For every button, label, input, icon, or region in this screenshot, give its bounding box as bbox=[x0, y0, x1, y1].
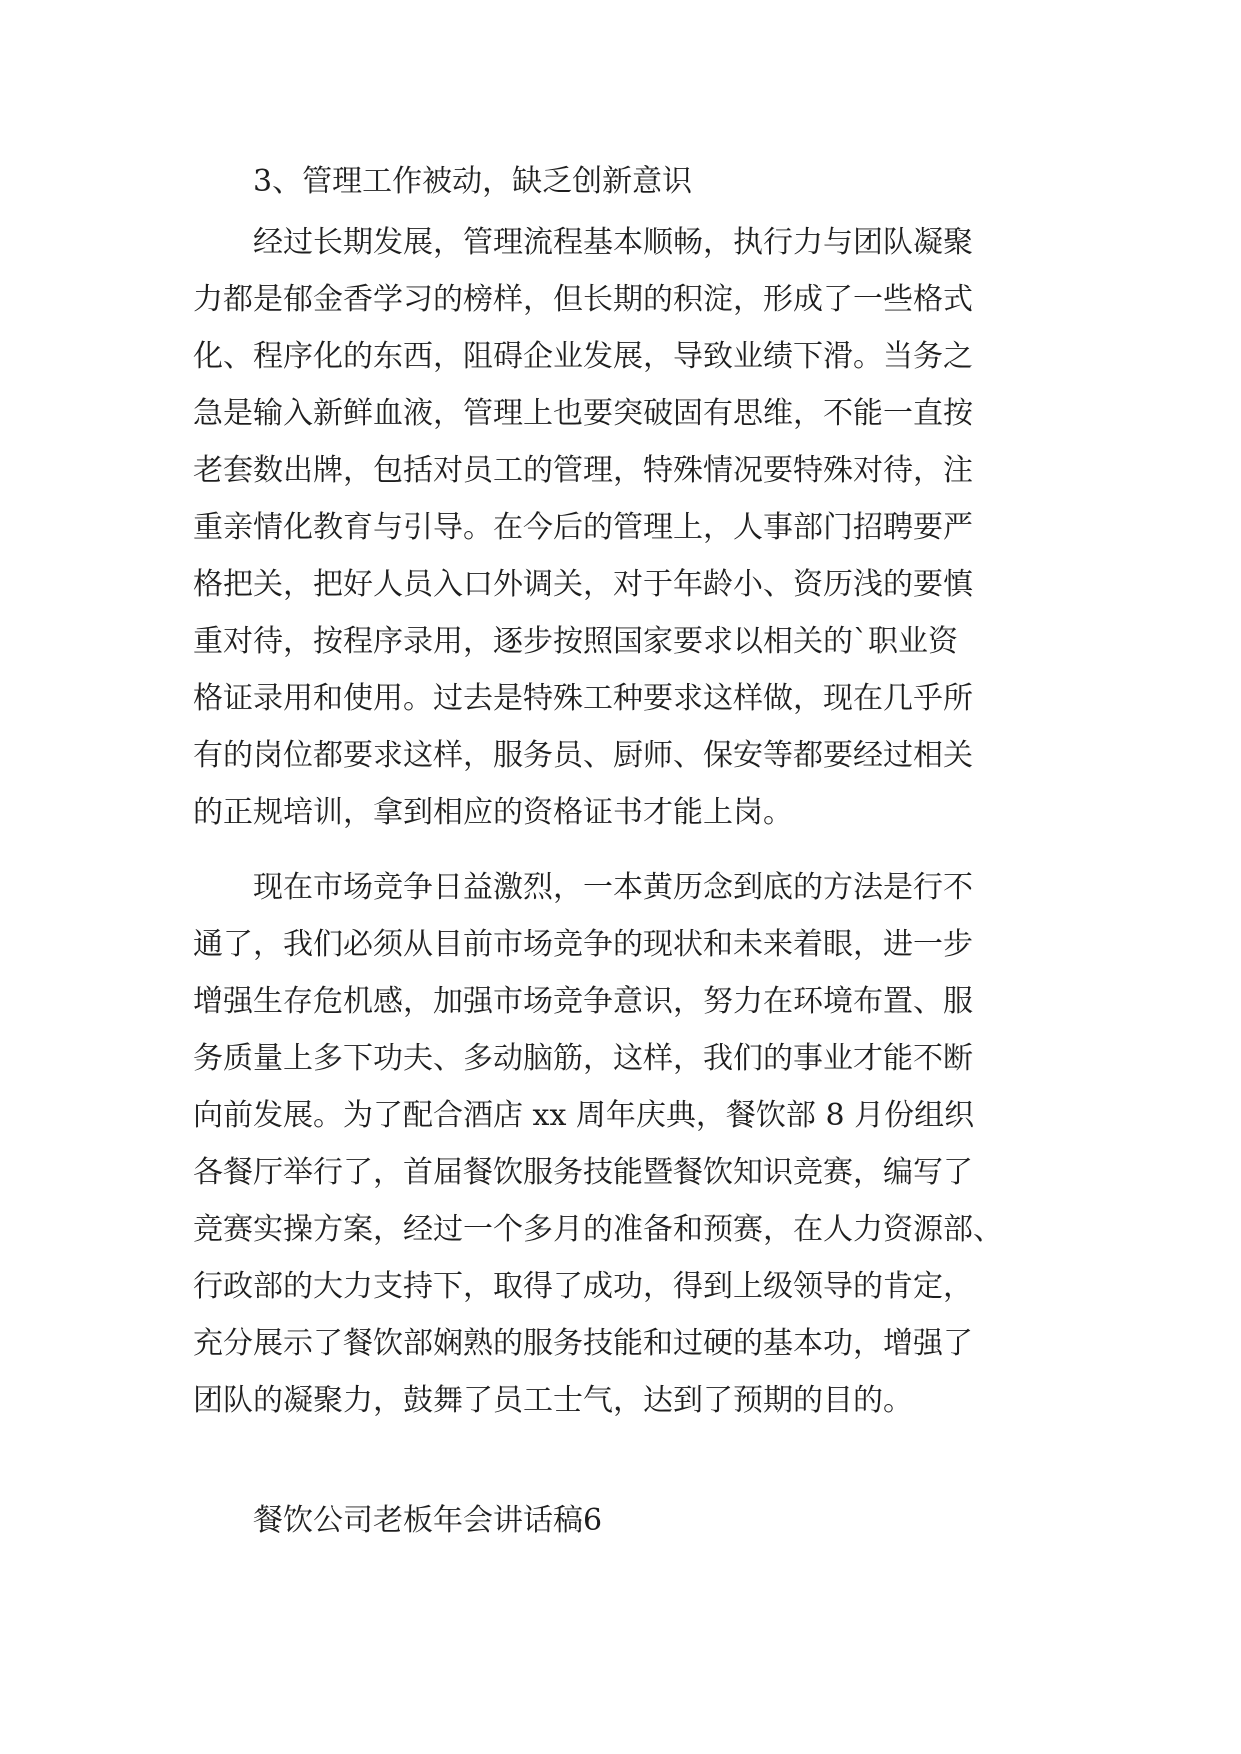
next-section-title: 餐饮公司老板年会讲话稿6 bbox=[253, 1503, 603, 1538]
paragraph-line: 行政部的大力支持下，取得了成功，得到上级领导的肯定， bbox=[193, 1269, 973, 1304]
paragraph-line: 竞赛实操方案，经过一个多月的准备和预赛，在人力资源部、 bbox=[193, 1212, 1003, 1247]
paragraph-line: 老套数出牌，包括对员工的管理，特殊情况要特殊对待，注 bbox=[193, 453, 973, 488]
paragraph-line: 重亲情化教育与引导。在今后的管理上，人事部门招聘要严 bbox=[193, 510, 973, 545]
paragraph-line: 格证录用和使用。过去是特殊工种要求这样做，现在几乎所 bbox=[193, 681, 973, 716]
paragraph-line: 急是输入新鲜血液，管理上也要突破固有思维，不能一直按 bbox=[193, 396, 973, 431]
paragraph-line: 各餐厅举行了，首届餐饮服务技能暨餐饮知识竞赛，编写了 bbox=[193, 1155, 973, 1190]
paragraph-line: 通了，我们必须从目前市场竞争的现状和未来着眼，进一步 bbox=[193, 927, 973, 962]
paragraph-line: 向前发展。为了配合酒店 xx 周年庆典，餐饮部 8 月份组织 bbox=[193, 1098, 975, 1133]
paragraph-line: 格把关，把好人员入口外调关，对于年龄小、资历浅的要慎 bbox=[193, 567, 973, 602]
paragraph-line: 充分展示了餐饮部娴熟的服务技能和过硬的基本功，增强了 bbox=[193, 1326, 973, 1361]
paragraph-line: 有的岗位都要求这样，服务员、厨师、保安等都要经过相关 bbox=[193, 738, 973, 773]
paragraph-line: 增强生存危机感，加强市场竞争意识，努力在环境布置、服 bbox=[193, 984, 973, 1019]
paragraph-line: 现在市场竞争日益激烈，一本黄历念到底的方法是行不 bbox=[253, 870, 973, 905]
section-heading: 3、管理工作被动，缺乏创新意识 bbox=[253, 164, 693, 199]
paragraph-line: 力都是郁金香学习的榜样，但长期的积淀，形成了一些格式 bbox=[193, 282, 973, 317]
paragraph-line: 的正规培训，拿到相应的资格证书才能上岗。 bbox=[193, 795, 793, 830]
paragraph-line: 化、程序化的东西，阻碍企业发展，导致业绩下滑。当务之 bbox=[193, 339, 973, 374]
paragraph-line: 团队的凝聚力，鼓舞了员工士气，达到了预期的目的。 bbox=[193, 1383, 913, 1418]
paragraph-line: 重对待，按程序录用，逐步按照国家要求以相关的`职业资 bbox=[193, 624, 958, 659]
paragraph-line: 经过长期发展，管理流程基本顺畅，执行力与团队凝聚 bbox=[253, 225, 973, 260]
paragraph-line: 务质量上多下功夫、多动脑筋，这样，我们的事业才能不断 bbox=[193, 1041, 973, 1076]
